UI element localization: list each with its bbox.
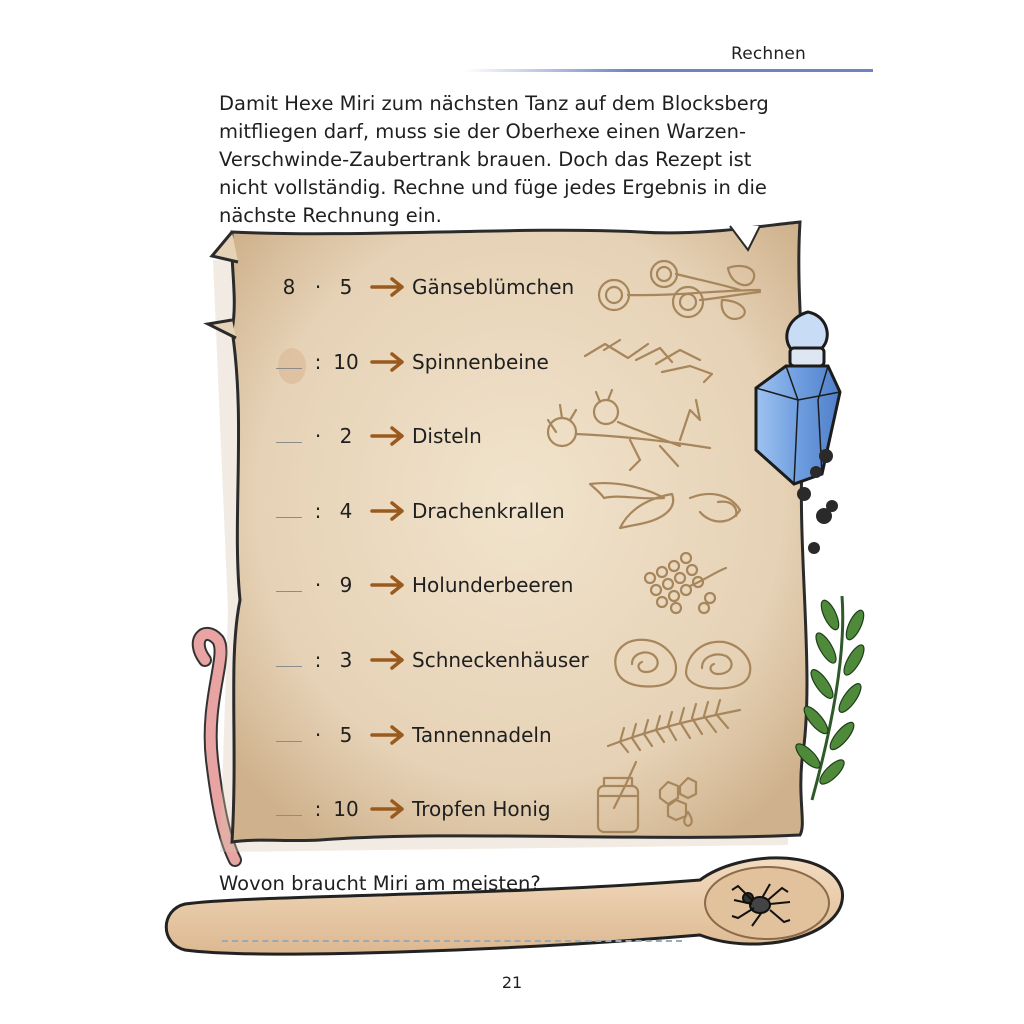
ingredient-label: Disteln (412, 424, 482, 448)
right-operand: 2 (339, 424, 353, 448)
ingredient-label: Tropfen Honig (412, 797, 551, 821)
ingredient-label: Drachenkrallen (412, 499, 565, 523)
right-operand: 5 (339, 723, 353, 747)
page-number: 21 (501, 973, 523, 992)
ingredient-label: Spinnenbeine (412, 350, 549, 374)
arrow-icon (370, 426, 406, 446)
question-text: Wovon braucht Miri am meisten? (219, 872, 541, 895)
operator: · (314, 424, 322, 448)
answer-blank[interactable] (276, 666, 302, 667)
recipe-row-4 (270, 496, 565, 526)
right-operand: 10 (333, 350, 359, 374)
right-operand: 3 (339, 648, 353, 672)
answer-blank[interactable] (276, 591, 302, 592)
answer-blank[interactable] (276, 442, 302, 443)
header-title: Rechnen (730, 44, 806, 64)
recipe-row-1 (270, 272, 574, 302)
operator: · (314, 275, 322, 299)
ingredient-label: Schneckenhäuser (412, 648, 589, 672)
left-operand: 8 (282, 275, 296, 299)
right-operand: 10 (333, 797, 359, 821)
arrow-icon (370, 277, 406, 297)
operator: : (314, 499, 322, 523)
answer-blank[interactable] (276, 741, 302, 742)
arrow-icon (370, 352, 406, 372)
intro-line: Verschwinde-Zaubertrank brauen. Doch das Rezept ist (219, 148, 752, 171)
intro-line: mitfliegen darf, muss sie der Oberhexe einen Warzen- (219, 120, 747, 143)
answer-line[interactable] (222, 940, 682, 942)
operator: · (314, 573, 322, 597)
right-operand: 9 (339, 573, 353, 597)
ingredient-label: Tannennadeln (412, 723, 552, 747)
recipe-row-5 (270, 570, 573, 600)
operator: · (314, 723, 322, 747)
recipe-row-6 (270, 645, 589, 675)
arrow-icon (370, 725, 406, 745)
arrow-icon (370, 501, 406, 521)
operator: : (314, 797, 322, 821)
operator: : (314, 648, 322, 672)
recipe-row-8 (270, 794, 551, 824)
intro-line: nicht vollständig. Rechne und füge jedes Ergebnis in die (219, 176, 767, 199)
ingredient-label: Holunderbeeren (412, 573, 574, 597)
intro-line: nächste Rechnung ein. (219, 204, 442, 227)
arrow-icon (370, 799, 406, 819)
intro-line: Damit Hexe Miri zum nächsten Tanz auf dem Blocksberg (219, 92, 769, 115)
arrow-icon (370, 575, 406, 595)
right-operand: 4 (339, 499, 353, 523)
answer-blank[interactable] (276, 517, 302, 518)
answer-blank[interactable] (276, 815, 302, 816)
arrow-icon (370, 650, 406, 670)
recipe-row-2 (270, 347, 549, 377)
ingredient-label: Gänseblümchen (412, 275, 575, 299)
recipe-row-3 (270, 421, 482, 451)
right-operand: 5 (339, 275, 353, 299)
answer-blank[interactable] (276, 368, 302, 369)
recipe-row-7 (270, 720, 552, 750)
operator: : (314, 350, 322, 374)
